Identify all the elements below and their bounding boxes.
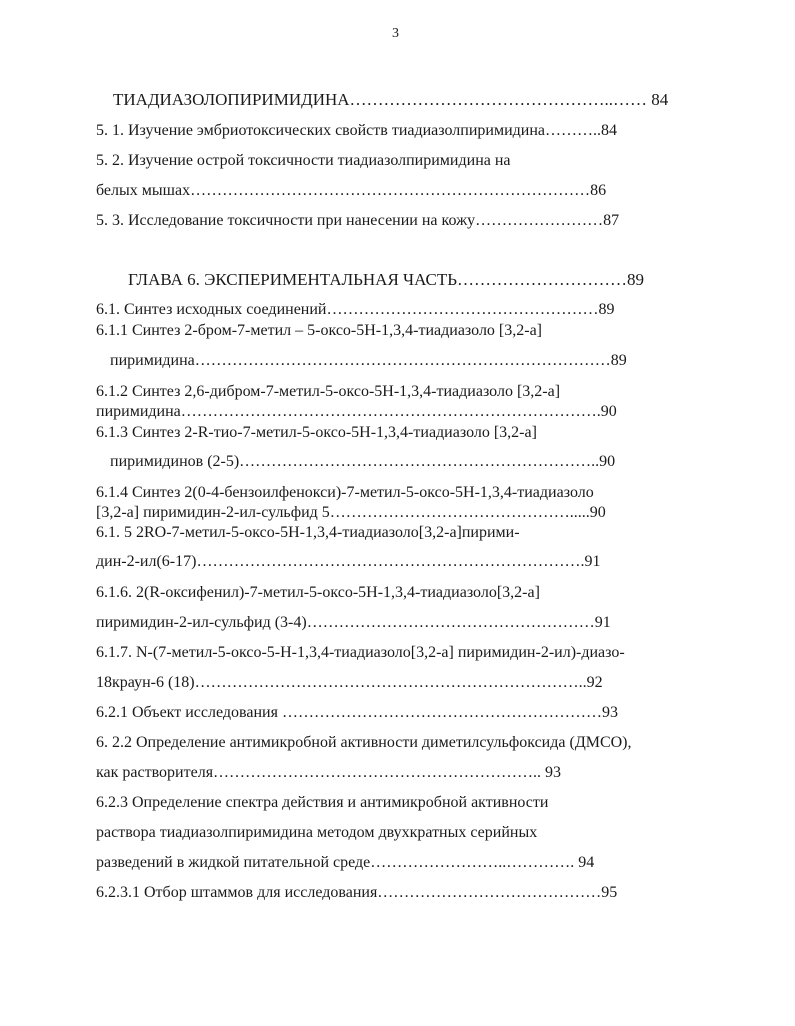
toc-line: 5. 1. Изучение эмбриотоксических свойств тиадиазолпиримидина………..84 <box>96 122 618 139</box>
toc-line: 6. 2.2 Определение антимикробной активности диметилсульфоксида (ДМСО), <box>96 734 632 751</box>
toc-line: 18краун-6 (18)………………………………………………………………..92 <box>96 674 603 691</box>
toc-line: 5. 2. Изучение острой токсичности тиадиазолпиримидина на <box>96 152 511 169</box>
toc-line: 6.1.4 Синтез 2(0-4-бензоилфенокси)-7-метил-5-оксо-5Н-1,3,4-тиадиазоло <box>96 484 594 501</box>
toc-line: 6.2.1 Объект исследования ……………………………………………………93 <box>96 704 618 721</box>
toc-line: 5. 3. Исследование токсичности при нанесении на кожу……………………87 <box>96 212 620 229</box>
toc-line: 6.2.3 Определение спектра действия и антимикробной активности <box>96 794 549 811</box>
toc-line: 6.1. Синтез исходных соединений……………………………………………89 <box>96 301 615 318</box>
toc-line: ГЛАВА 6. ЭКСПЕРИМЕНТАЛЬНАЯ ЧАСТЬ…………………………89 <box>128 270 645 289</box>
toc-line: дин-2-ил(6-17)……………………………………………………………….91 <box>96 553 601 570</box>
toc-line: [3,2-а] пиримидин-2-ил-сульфид 5……………………………………….....90 <box>96 504 606 521</box>
toc-line: 6.1. 5 2RO-7-метил-5-оксо-5Н-1,3,4-тиадиазоло[3,2-а]пирими- <box>96 524 520 541</box>
toc-line: разведений в жидкой питательной среде……………………..…………. 94 <box>96 854 595 871</box>
toc-line: пиримидина…………………………………………………………………….90 <box>96 403 617 420</box>
toc-line: 6.1.2 Синтез 2,6-дибром-7-метил-5-оксо-5Н-1,3,4-тиадиазоло [3,2-а] <box>96 383 561 400</box>
toc-line: 6.2.3.1 Отбор штаммов для исследования……………………………………95 <box>96 884 618 901</box>
toc-line: ТИАДИАЗОЛОПИРИМИДИНА………………………………………..…… 84 <box>113 90 669 109</box>
toc-line: 6.1.1 Синтез 2-бром-7-метил – 5-оксо-5Н-1,3,4-тиадиазоло [3,2-а] <box>96 322 543 339</box>
toc-line: как растворителя…………………………………………………….. 93 <box>96 764 562 781</box>
toc-line: белых мышах…………………………………………………………………86 <box>96 182 607 199</box>
toc-line: пиримидинов (2-5)…………………………………………………………..90 <box>110 453 616 470</box>
toc-line: 6.1.3 Синтез 2-R-тио-7-метил-5-оксо-5Н-1,3,4-тиадиазоло [3,2-а] <box>96 424 537 441</box>
toc-line: 6.1.6. 2(R-оксифенил)-7-метил-5-оксо-5Н-1,3,4-тиадиазоло[3,2-а] <box>96 584 540 601</box>
toc-line: пиримидин-2-ил-сульфид (3-4)………………………………………………91 <box>96 614 611 631</box>
page-number: 3 <box>392 26 399 41</box>
toc-line: 6.1.7. N-(7-метил-5-оксо-5-Н-1,3,4-тиадиазоло[3,2-а] пиримидин-2-ил)-диазо- <box>96 644 625 661</box>
toc-line: раствора тиадиазолпиримидина методом двухкратных серийных <box>96 824 538 841</box>
toc-line: пиримидина……………………………………………………………………89 <box>110 352 627 369</box>
